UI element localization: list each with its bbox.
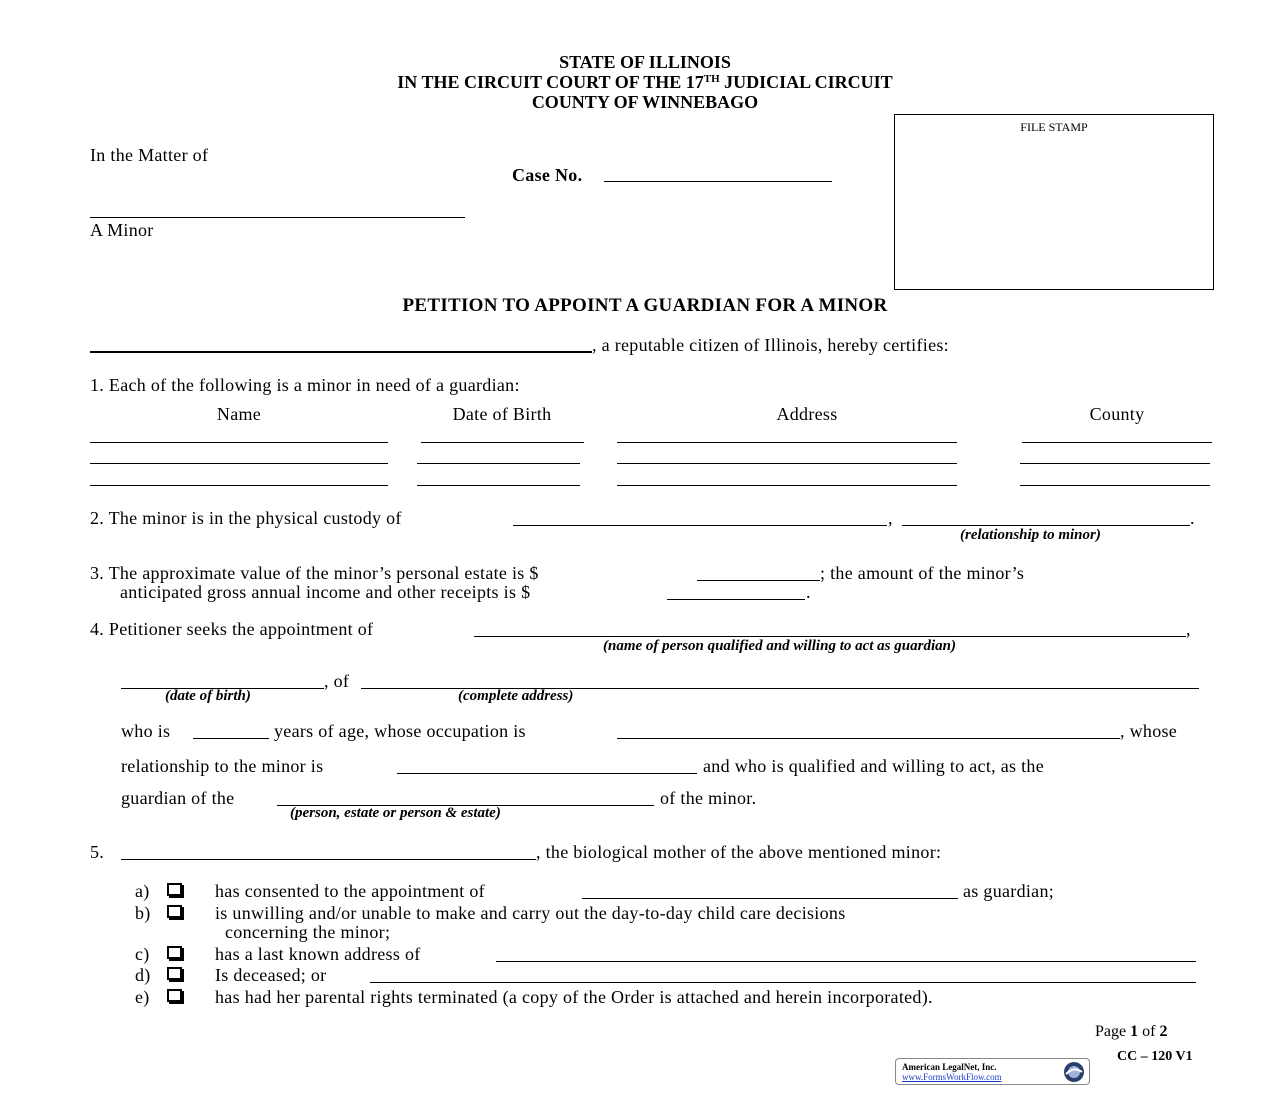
minor-dob-field[interactable]	[417, 463, 580, 464]
option-a-text: has consented to the appointment of	[215, 881, 485, 901]
option-a-letter: a)	[135, 881, 150, 901]
option-c-letter: c)	[135, 944, 150, 964]
item4-of: , of	[324, 671, 350, 691]
a-minor-label: A Minor	[90, 220, 154, 240]
option-e-letter: e)	[135, 987, 150, 1007]
logo-company: American LegalNet, Inc.	[902, 1062, 997, 1072]
option-a-checkbox[interactable]	[167, 883, 182, 896]
item2-text: 2. The minor is in the physical custody of	[90, 508, 402, 528]
option-e-text: has had her parental rights terminated (a copy of the Order is attached and herein incorporated).	[215, 987, 933, 1007]
column-address: Address	[776, 404, 838, 424]
minor-dob-field[interactable]	[417, 485, 580, 486]
minor-county-field[interactable]	[1022, 442, 1212, 443]
minor-address-field[interactable]	[617, 485, 957, 486]
guardian-name-field[interactable]	[474, 636, 1186, 637]
custodian-field[interactable]	[513, 525, 887, 526]
column-dob: Date of Birth	[452, 404, 552, 424]
petitioner-name-field[interactable]	[90, 351, 592, 353]
item5-number: 5.	[90, 842, 105, 862]
case-no-field[interactable]	[604, 181, 832, 182]
certifies-text: , a reputable citizen of Illinois, hereby certifies:	[592, 335, 949, 355]
appointee-field[interactable]	[582, 898, 958, 899]
guardian-relationship-field[interactable]	[397, 773, 697, 774]
mother-address-field[interactable]	[496, 961, 1196, 962]
relationship-caption: (relationship to minor)	[960, 527, 1101, 543]
item4-comma: ,	[1186, 619, 1191, 639]
who-is-label: who is	[121, 721, 171, 741]
column-name: Name	[216, 404, 262, 424]
minor-county-field[interactable]	[1020, 463, 1210, 464]
minor-name-field[interactable]	[90, 485, 388, 486]
option-d-checkbox[interactable]	[167, 967, 182, 980]
estate-caption: (person, estate or person & estate)	[290, 805, 501, 821]
header-court: IN THE CIRCUIT COURT OF THE 17TH JUDICIAL CIRCUIT	[397, 72, 893, 92]
file-stamp-box	[894, 114, 1214, 290]
form-id: CC – 120 V1	[1117, 1049, 1193, 1064]
minor-dob-field[interactable]	[421, 442, 584, 443]
option-c-checkbox[interactable]	[167, 946, 182, 959]
minor-name-field[interactable]	[90, 442, 388, 443]
relationship-field[interactable]	[902, 525, 1190, 526]
ordinal-suffix: TH	[703, 73, 720, 85]
qualified-label: and who is qualified and willing to act, as the	[703, 756, 1045, 776]
dob-caption: (date of birth)	[165, 688, 251, 704]
option-e-checkbox[interactable]	[167, 989, 182, 1002]
guardian-name-caption: (name of person qualified and willing to act as guardian)	[603, 638, 956, 654]
guardian-age-field[interactable]	[193, 738, 269, 739]
item3-line2b: .	[806, 582, 811, 602]
in-the-matter-label: In the Matter of	[90, 145, 209, 165]
relationship-label: relationship to the minor is	[121, 756, 324, 776]
address-caption: (complete address)	[458, 688, 574, 704]
logo-badge[interactable]	[895, 1058, 1090, 1085]
file-stamp-label: FILE STAMP	[1020, 120, 1088, 134]
option-a-tail: as guardian;	[963, 881, 1055, 901]
case-no-label: Case No.	[512, 165, 583, 185]
item2-comma: ,	[888, 508, 893, 528]
deceased-details-field[interactable]	[370, 982, 1196, 983]
item3-line2a: anticipated gross annual income and other receipts is $	[120, 582, 531, 602]
guardian-occupation-field[interactable]	[617, 738, 1120, 739]
option-b-letter: b)	[135, 903, 151, 923]
option-b-continuation: concerning the minor;	[225, 922, 391, 942]
header-state: STATE OF ILLINOIS	[559, 52, 731, 72]
header-county: COUNTY OF WINNEBAGO	[531, 92, 759, 112]
logo-url[interactable]: www.FormsWorkFlow.com	[902, 1072, 1002, 1082]
guardian-of-label: guardian of the	[121, 788, 235, 808]
minor-name-field[interactable]	[90, 217, 465, 218]
income-field[interactable]	[667, 599, 805, 600]
minor-address-field[interactable]	[617, 463, 957, 464]
item5-text: , the biological mother of the above mentioned minor:	[536, 842, 942, 862]
item3-line1a: 3. The approximate value of the minor’s personal estate is $	[90, 563, 539, 583]
minor-name-field[interactable]	[90, 463, 388, 464]
option-d-letter: d)	[135, 965, 151, 985]
whose-label: , whose	[1120, 721, 1178, 741]
estate-value-field[interactable]	[697, 580, 820, 581]
page-number: Page 1 of 2	[1095, 1023, 1168, 1040]
minor-address-field[interactable]	[617, 442, 957, 443]
petition-title: PETITION TO APPOINT A GUARDIAN FOR A MINOR	[402, 295, 888, 316]
globe-icon	[1062, 1060, 1086, 1084]
option-b-text: is unwilling and/or unable to make and carry out the day-to-day child care decisions	[215, 903, 846, 923]
item4-text: 4. Petitioner seeks the appointment of	[90, 619, 374, 639]
option-d-text: Is deceased; or	[215, 965, 327, 985]
years-label: years of age, whose occupation is	[274, 721, 526, 741]
mother-name-field[interactable]	[121, 859, 536, 860]
option-b-checkbox[interactable]	[167, 905, 182, 918]
option-c-text: has a last known address of	[215, 944, 421, 964]
of-minor-label: of the minor.	[660, 788, 757, 808]
item1-text: 1. Each of the following is a minor in need of a guardian:	[90, 375, 520, 395]
minor-county-field[interactable]	[1020, 485, 1210, 486]
item3-line1b: ; the amount of the minor’s	[820, 563, 1025, 583]
column-county: County	[1089, 404, 1145, 424]
item2-period: .	[1190, 508, 1195, 528]
